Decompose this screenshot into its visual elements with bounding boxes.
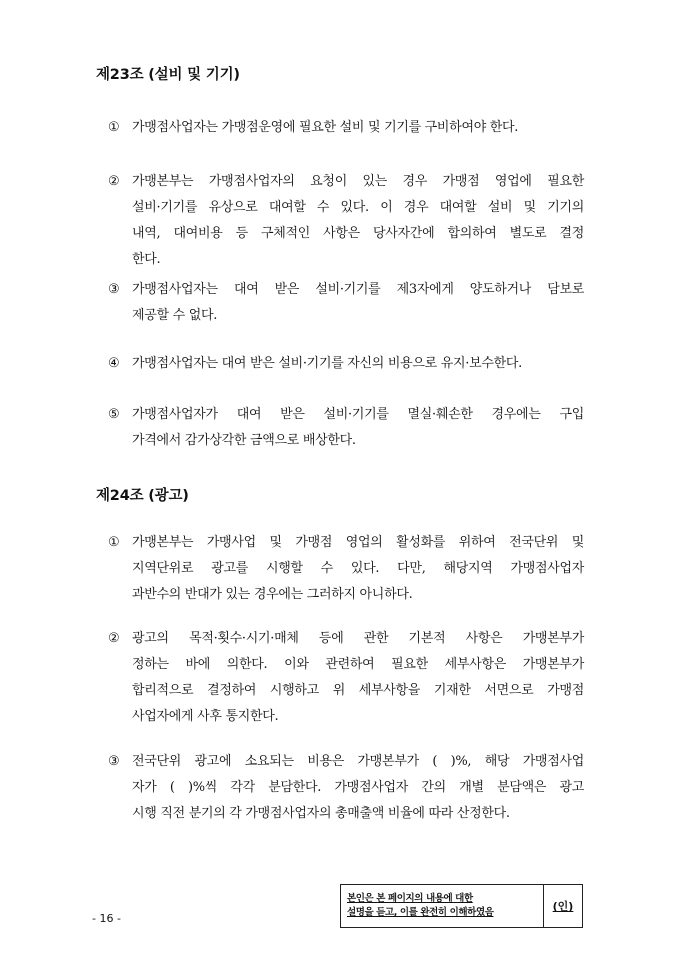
item-line: 한다. — [132, 252, 161, 267]
item-line: 설비·기기를 유상으로 대여할 수 있다. 이 경우 대여할 설비 및 기기의 — [132, 200, 584, 215]
seal-field[interactable] — [544, 885, 582, 927]
article-24-item-3 — [108, 749, 584, 827]
confirmation-line-2: 설명을 듣고, 이를 완전히 이해하였음 — [347, 907, 494, 918]
confirmation-line-1: 본인은 본 페이지의 내용에 대한 — [347, 893, 473, 904]
item-number: ① — [108, 120, 120, 135]
seal-label: (인) — [552, 900, 574, 913]
confirmation-box — [340, 884, 583, 928]
item-line: 과반수의 반대가 있는 경우에는 그러하지 아니하다. — [132, 587, 413, 602]
item-line: 지역단위로 광고를 시행할 수 있다. 다만, 해당지역 가맹점사업자 — [132, 561, 584, 576]
confirmation-text — [341, 885, 544, 927]
article-23-item-1 — [108, 115, 584, 141]
item-number: ⑤ — [108, 407, 120, 422]
item-line: 내역, 대여비용 등 구체적인 사항은 당사자간에 합의하여 별도로 결정 — [132, 226, 584, 241]
item-line: ③ 가맹점사업자는 대여 받은 설비·기기를 제3자에게 양도하거나 담보로 — [108, 277, 584, 303]
item-line: 합리적으로 결정하여 시행하고 위 세부사항을 기재한 서면으로 가맹점 — [132, 683, 584, 698]
item-line: 자가 ( )%씩 각각 분담한다. 가맹점사업자 간의 개별 분담액은 광고 — [132, 780, 584, 795]
item-line: ⑤ 가맹점사업자가 대여 받은 설비·기기를 멸실·훼손한 경우에는 구입 — [108, 402, 584, 428]
article-23-item-4 — [108, 351, 584, 377]
item-number: ② — [108, 174, 120, 189]
item-number: ③ — [108, 754, 120, 769]
article-23-item-2 — [108, 169, 584, 273]
item-number: ③ — [108, 282, 120, 297]
item-line: 가격에서 감가상각한 금액으로 배상한다. — [132, 433, 356, 448]
item-line: ④ 가맹점사업자는 대여 받은 설비·기기를 자신의 비용으로 유지·보수한다. — [108, 351, 584, 377]
article-24-item-2 — [108, 626, 584, 730]
item-line: ② 가맹본부는 가맹점사업자의 요청이 있는 경우 가맹점 영업에 필요한 — [108, 169, 584, 195]
item-line: 정하는 바에 의한다. 이와 관련하여 필요한 세부사항은 가맹본부가 — [132, 657, 584, 672]
item-number: ① — [108, 535, 120, 550]
item-line: 시행 직전 분기의 각 가맹점사업자의 총매출액 비율에 따라 산정한다. — [132, 806, 510, 821]
page-number: - 16 - — [92, 912, 121, 925]
article-24-item-1 — [108, 530, 584, 608]
item-number: ② — [108, 631, 120, 646]
item-number: ④ — [108, 356, 120, 371]
article-23-item-5 — [108, 402, 584, 454]
item-line: 제공할 수 없다. — [132, 308, 218, 323]
item-line: ① 가맹점사업자는 가맹점운영에 필요한 설비 및 기기를 구비하여야 한다. — [108, 115, 584, 141]
item-line: 사업자에게 사후 통지한다. — [132, 709, 279, 724]
article-23-item-3 — [108, 277, 584, 329]
item-line: ① 가맹본부는 가맹사업 및 가맹점 영업의 활성화를 위하여 전국단위 및 — [108, 530, 584, 556]
item-line: ② 광고의 목적·횟수·시기·매체 등에 관한 기본적 사항은 가맹본부가 — [108, 626, 584, 652]
item-line: ③ 전국단위 광고에 소요되는 비용은 가맹본부가 ( )%, 해당 가맹점사업 — [108, 749, 584, 775]
article-24-heading: 제24조 (광고) — [96, 488, 189, 504]
article-23-heading: 제23조 (설비 및 기기) — [96, 67, 240, 83]
